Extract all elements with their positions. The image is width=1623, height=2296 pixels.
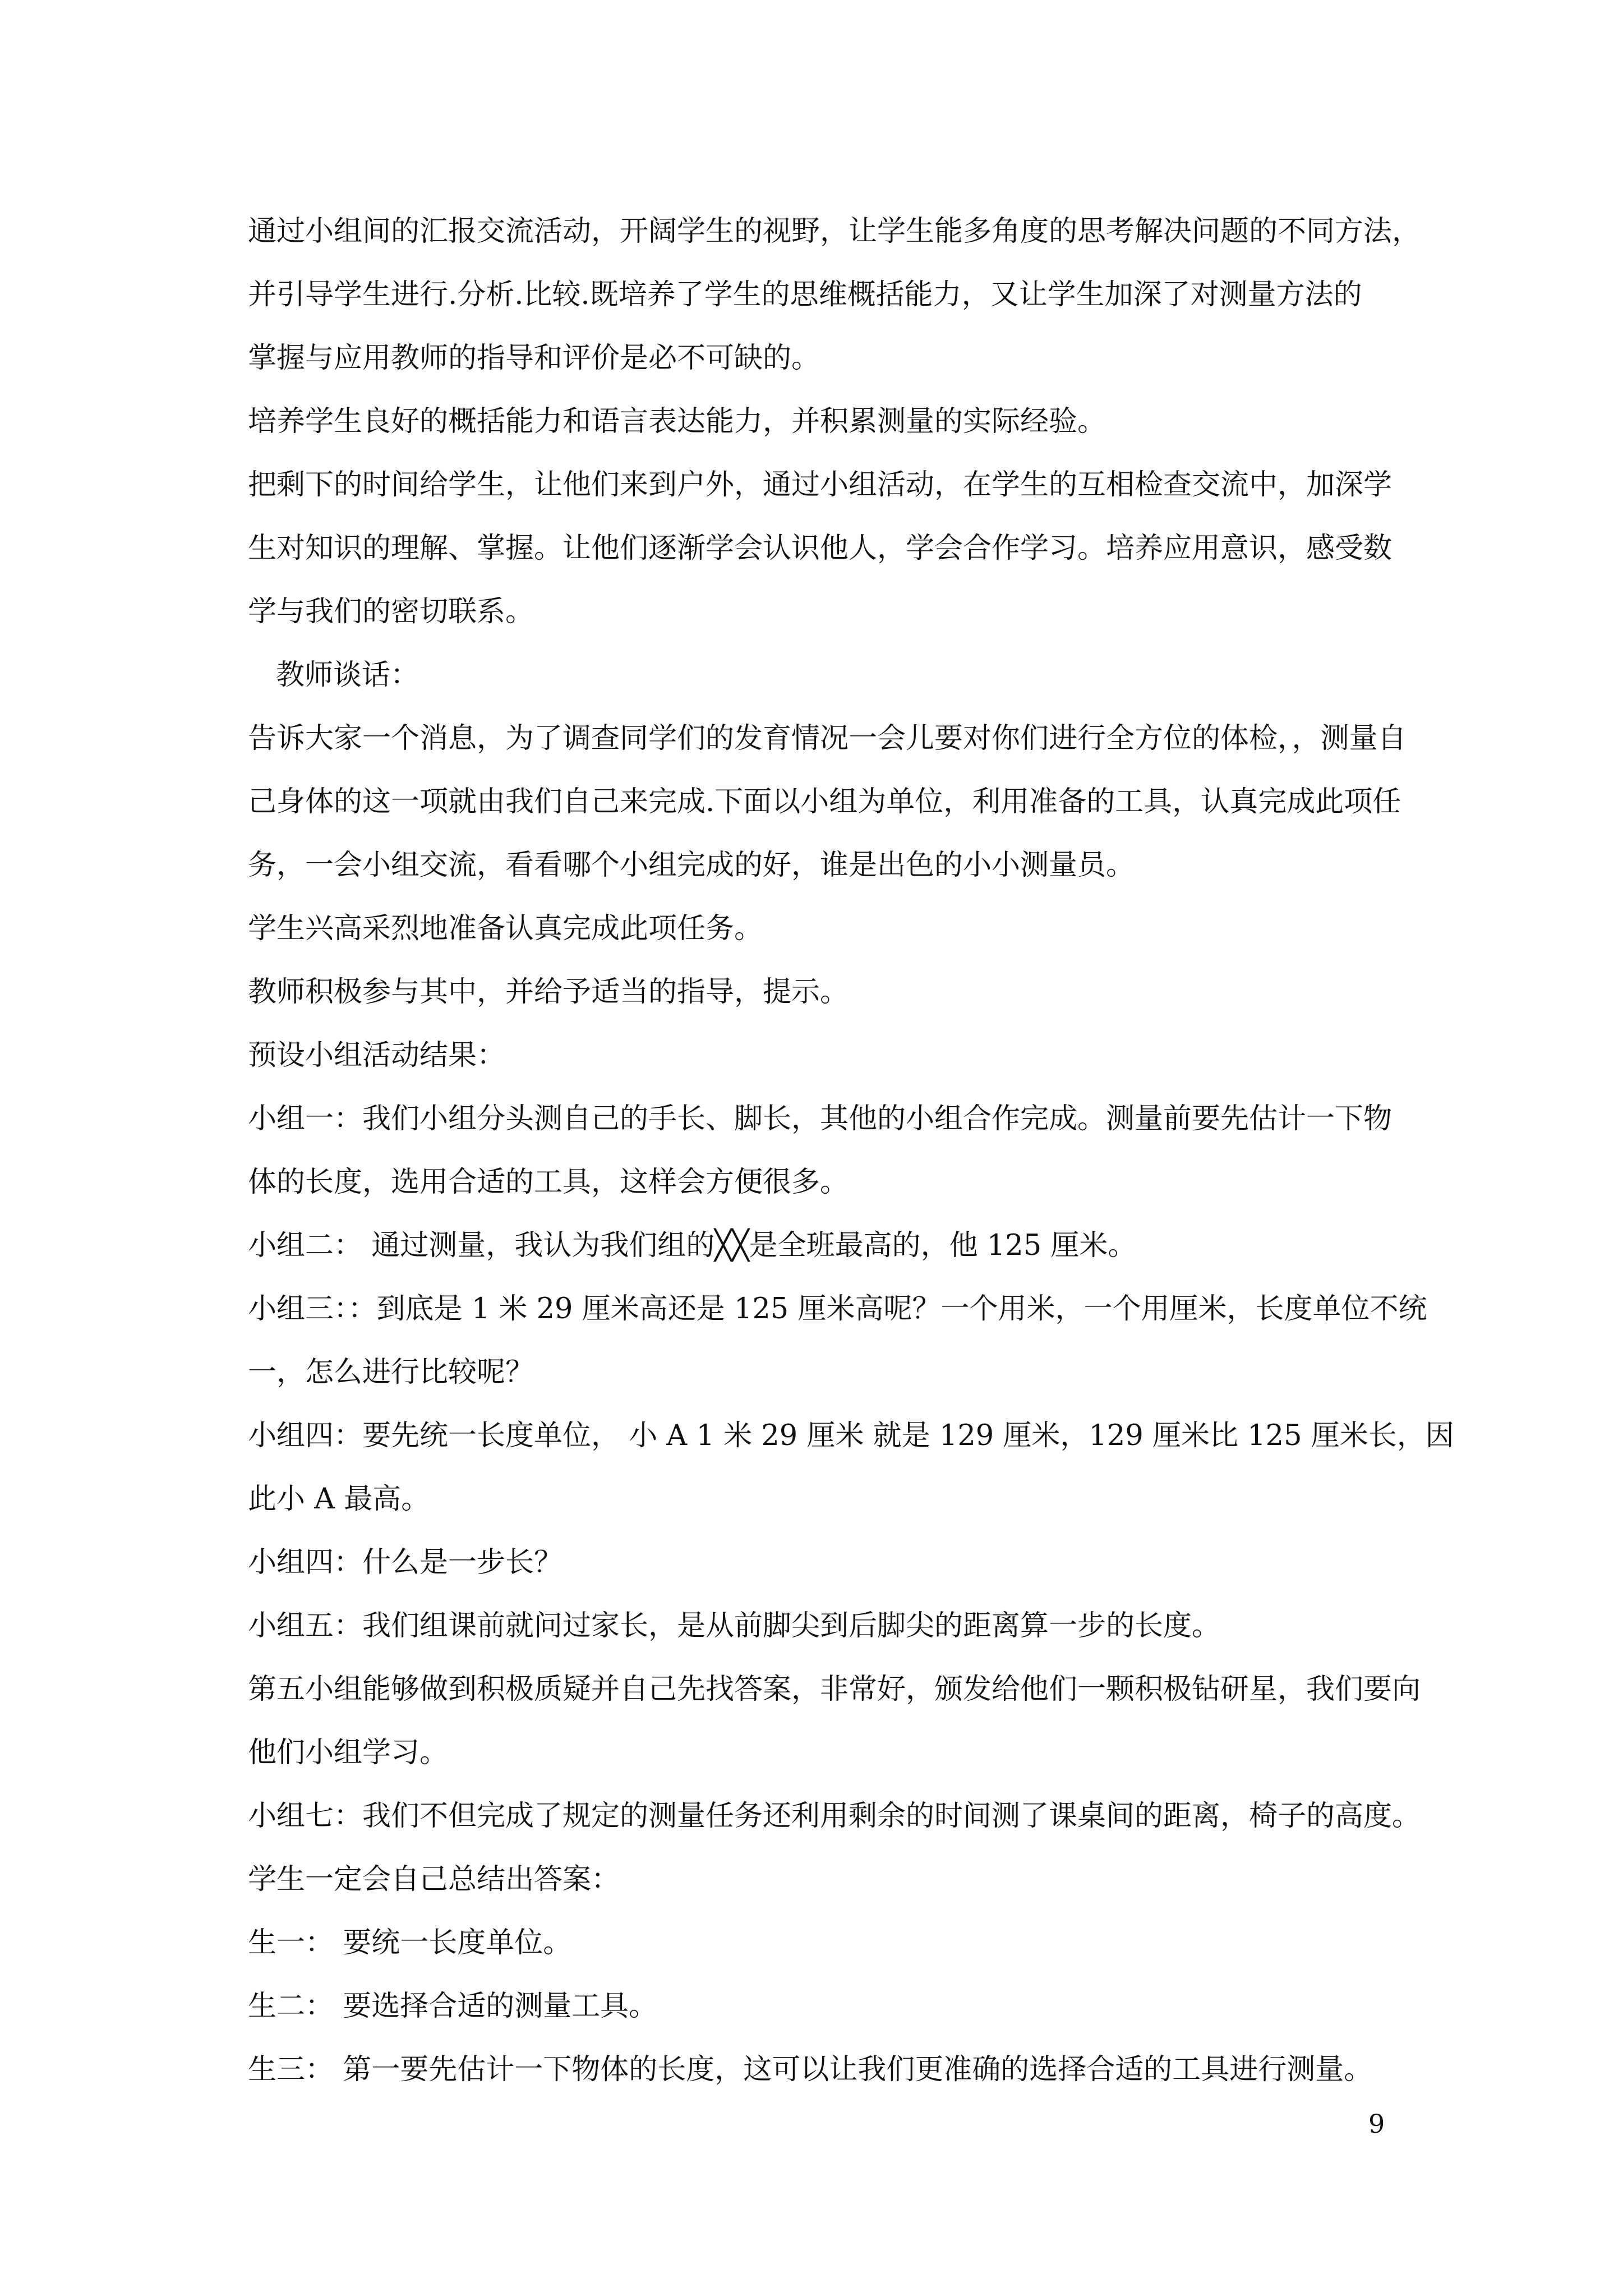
text-line: 小组四：要先统一长度单位， 小 A 1 米 29 厘米 就是 129 厘米，129 厘米比 125 厘米长，因 <box>248 1419 1454 1452</box>
text-line: 第五小组能够做到积极质疑并自己先找答案，非常好，颁发给他们一颗积极钻研星，我们要向 <box>248 1673 1421 1706</box>
text-line: 把剩下的时间给学生，让他们来到户外，通过小组活动，在学生的互相检查交流中，加深学 <box>248 468 1393 501</box>
text-line: 一，怎么进行比较呢？ <box>248 1356 534 1389</box>
text-line: 此小 A 最高。 <box>248 1483 430 1516</box>
text-line: 通过小组间的汇报交流活动，开阔学生的视野，让学生能多角度的思考解决问题的不同方法， <box>248 215 1421 248</box>
text-line: 学生一定会自己总结出答案： <box>248 1863 620 1896</box>
text-line: 生对知识的理解、掌握。让他们逐渐学会认识他人，学会合作学习。培养应用意识，感受数 <box>248 532 1393 565</box>
text-line: 学生兴高采烈地准备认真完成此项任务。 <box>248 912 763 945</box>
text-line: 己身体的这一项就由我们自己来完成.下面以小组为单位，利用准备的工具，认真完成此项任 <box>248 785 1401 818</box>
text-line: 体的长度，选用合适的工具，这样会方便很多。 <box>248 1166 849 1199</box>
text-line: 小组一：我们小组分头测自己的手长、脚长，其他的小组合作完成。测量前要先估计一下物 <box>248 1102 1393 1135</box>
text-line: 生三： 第一要先估计一下物体的长度，这可以让我们更准确的选择合适的工具进行测量。 <box>248 2053 1373 2086</box>
text-line: 小组七：我们不但完成了规定的测量任务还利用剩余的时间测了课桌间的距离，椅子的高度。 <box>248 1800 1421 1833</box>
text-line: 小组五：我们组课前就问过家长，是从前脚尖到后脚尖的距离算一步的长度。 <box>248 1609 1221 1642</box>
text-line: 掌握与应用教师的指导和评价是必不可缺的。 <box>248 342 820 375</box>
text-line: 并引导学生进行.分析.比较.既培养了学生的思维概括能力，又让学生加深了对测量方法的 <box>248 278 1362 311</box>
text-line: 小组三：：到底是 1 米 29 厘米高还是 125 厘米高呢？一个用米，一个用厘米，长度单位不统 <box>248 1292 1427 1326</box>
text-line: 培养学生良好的概括能力和语言表达能力，并积累测量的实际经验。 <box>248 405 1106 438</box>
text-line: 学与我们的密切联系。 <box>248 595 534 628</box>
text-line: 生二： 要选择合适的测量工具。 <box>248 1990 658 2023</box>
text-line: 务，一会小组交流，看看哪个小组完成的好，谁是出色的小小测量员。 <box>248 849 1135 882</box>
page-number: 9 <box>1368 2109 1385 2139</box>
text-line: 告诉大家一个消息，为了调查同学们的发育情况一会儿要对你们进行全方位的体检，，测量自 <box>248 722 1407 755</box>
text-line: 小组四：什么是一步长？ <box>248 1546 563 1579</box>
text-line: 生一： 要统一长度单位。 <box>248 1926 572 1959</box>
text-line: 他们小组学习。 <box>248 1736 449 1769</box>
text-line: 预设小组活动结果： <box>248 1039 506 1072</box>
text-line: 教师积极参与其中，并给予适当的指导，提示。 <box>248 976 849 1009</box>
section-heading: 教师谈话： <box>276 659 419 692</box>
text-line: 小组二： 通过测量，我认为我们组的╳╳是全班最高的，他 125 厘米。 <box>248 1229 1137 1262</box>
